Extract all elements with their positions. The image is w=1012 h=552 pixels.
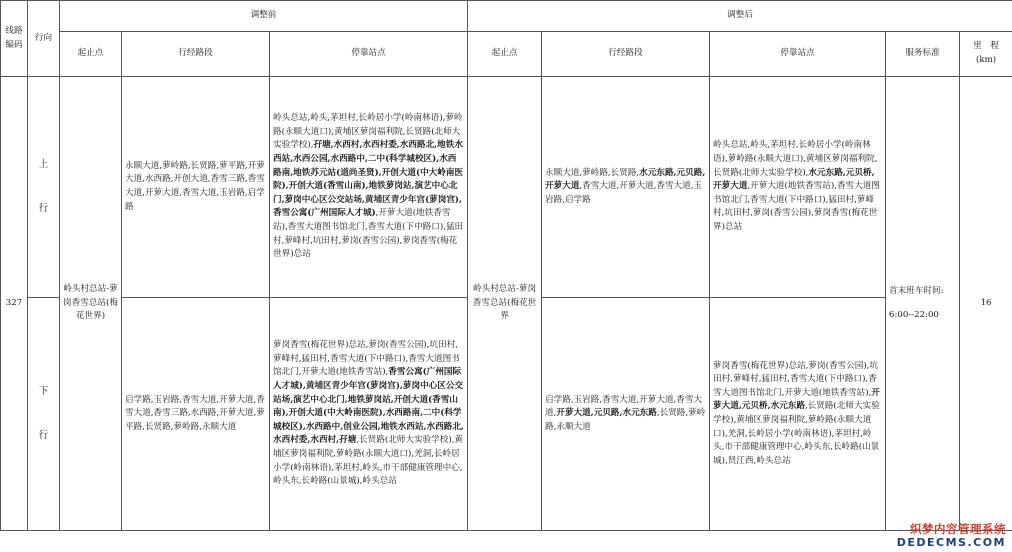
direction-header: 行向 (28, 1, 60, 77)
header-row-1 (1, 1, 1012, 32)
up-after-stops-cell: 岭头总站,岭头,茅坦村,长岭居小学(岭南林语),萝岭路(永顺大道口),黄埔区萝岗福利院,长贤路(北师大实验学校),水元东路,元贝桥,开萝大道,开萝大道(地铁香雪站),香雪大道图书馆北门,香雪大道(下中路口),猛田村,萝峰村,坑田村,萝岗(香雪公园),萝岗香雪(梅花世界)总站 (710, 77, 886, 298)
line-code-header: 线路编码 (1, 1, 28, 77)
up-before-route-cell: 永顺大道,萝岭路,长贤路,萝平路,开萝大道,水西路,开创大道,香雪三路,香雪大道,开萝大道,香雪大道,玉岩路,启学路 (122, 77, 270, 298)
after-header: 调整后 (468, 1, 1012, 32)
service-time: 6:00--22:00 (889, 309, 939, 320)
mileage-label: 里 程 (973, 41, 999, 52)
after-start-end-header: 起止点 (468, 32, 542, 77)
down-after-route-cell: 启学路,玉岩路,香雪大道,开萝大道,香雪大道,开萝大道,元贝路,水元东路,长贤路,萝岭路,永顺大道 (542, 298, 710, 531)
watermark (897, 522, 1006, 550)
service-standard-cell (886, 77, 960, 531)
after-route-header: 行经路段 (542, 32, 710, 77)
before-terminals-cell: 岭头村总站-萝岗香雪总站(梅花世界) (60, 77, 122, 531)
before-stops-header: 停靠站点 (270, 32, 468, 77)
up-row (1, 77, 1012, 298)
up-after-route-cell: 永顺大道,萝岭路,长贤路,水元东路,元贝路,开萝大道,香雪大道,开萝大道,香雪大道,玉岩路,启学路 (542, 77, 710, 298)
mileage-cell: 16 (960, 77, 1012, 531)
before-route-header: 行经路段 (122, 32, 270, 77)
header-row-2 (1, 32, 1012, 77)
watermark-url: DEDECMS.COM (896, 536, 1006, 549)
up-direction-cell: 上 行 (28, 77, 60, 298)
down-before-stops-cell: 萝岗香雪(梅花世界)总站,萝岗(香雪公园),坑田村,萝峰村,猛田村,香雪大道(下中路口),香雪大道图书馆北门,开萝大道(地铁香雪站),香雪公寓(广州国际人才城),黄埔区青少年宫(萝岗宫),萝岗中心区公交站场,演艺中心北门,地铁萝岗站,开创大道(香雪山南),开创大道(中大岭南医院),水西路南,二中(科学城校区),水西路中,创业公园,地铁水西站,水西路北,水西村委,水西村,孖塘,长贤路(北师大实验学校),黄埔区萝岗福利院,萝岭路(永顺大道口),羌洞,长岭居小学(岭南林语),茅坦村,岭头,市干部健康管理中心,岭头东,长岭路(山景城),岭头总站 (270, 298, 468, 531)
service-label: 首末班车时间: (889, 285, 944, 296)
mileage-unit: (km) (976, 55, 997, 65)
before-header: 调整前 (60, 1, 468, 32)
before-start-end-header: 起止点 (60, 32, 122, 77)
after-stops-header: 停靠站点 (710, 32, 886, 77)
watermark-title: 织梦内容管理系统 (910, 522, 1006, 536)
down-before-route-cell: 启学路,玉岩路,香雪大道,开萝大道,香雪大道,香雪三路,水西路,开萝大道,萝平路,长贤路,萝岭路,永顺大道 (122, 298, 270, 531)
after-terminals-cell: 岭头村总站-萝岗香雪总站(梅花世界 (468, 77, 542, 531)
up-before-stops-cell: 岭头总站,岭头,茅坦村,长岭居小学(岭南林语),萝岭路(永顺大道口),黄埔区萝岗福利院,长贤路(北师大实验学校),孖塘,水西村,水西村委,水西路北,地铁水西站,水西公园,水西路中,二中(科学城校区),水西路南,地铁苏元站(道尚圣贤),开创大道(中大岭南医院),开创大道(香雪山南),地铁萝岗站,演艺中心北门,萝岗中心区公交站场,黄埔区青少年宫(萝岗宫),香雪公寓(广州国际人才城),开萝大道(地铁香雪站),香雪大道图书馆北门,香雪大道(下中路口),猛田村,萝峰村,坑田村,萝岗(香雪公园),萝岗香雪(梅花世界)总站 (270, 77, 468, 298)
down-after-stops-cell: 萝岗香雪(梅花世界)总站,萝岗(香雪公园),坑田村,萝峰村,猛田村,香雪大道(下中路口),香雪大道图书馆北门,开萝大道(地铁香雪站),开萝大道,元贝桥,水元东路,长贤路(北师大实验学校),黄埔区萝岗福利院,萝岭路(永顺大道口),羌洞,长岭居小学(岭南林语),茅坦村,岭头,市干部健康管理中心,岭头东,长岭路(山景城),贤江西,岭头总站 (710, 298, 886, 531)
mileage-header (960, 32, 1012, 77)
service-standard-header: 服务标准 (886, 32, 960, 77)
down-direction-cell: 下 行 (28, 298, 60, 531)
line-code-cell: 327 (1, 77, 28, 531)
